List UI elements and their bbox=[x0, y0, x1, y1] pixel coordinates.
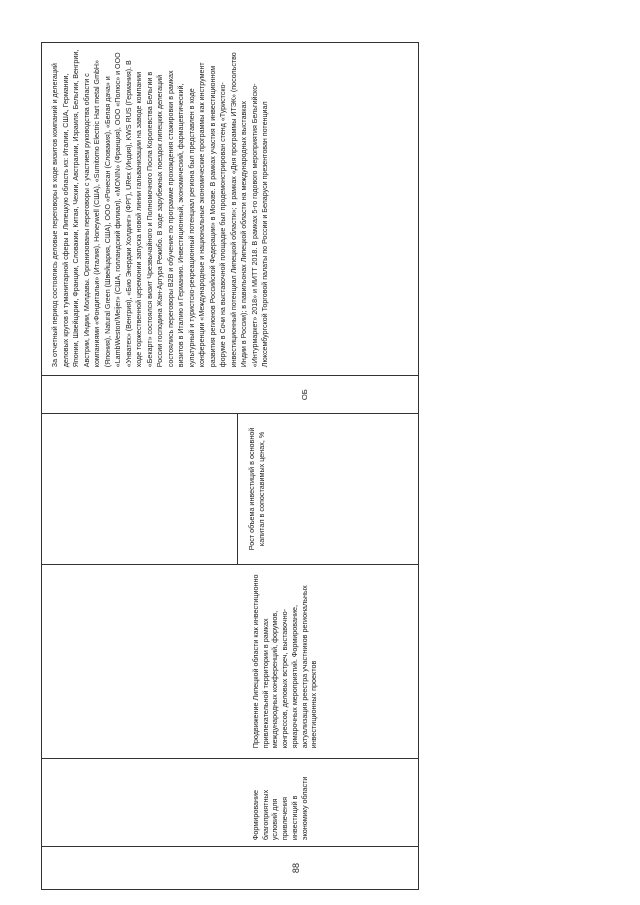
indicator-cell bbox=[42, 413, 418, 564]
row-number: 88 bbox=[291, 863, 301, 874]
report-table bbox=[41, 42, 419, 890]
funding-source-text: ОБ bbox=[300, 389, 309, 401]
funding-source-cell bbox=[42, 375, 418, 413]
measure-text: Продвижение Липецкой области как инвестиционно привлекательной территории в рамках международных конференций, форумов, конгрессов, деловых встреч, выставочно-ярмарочных мероприятий. Формирование, актуализация реестра участников региональных инвестиционных проектов bbox=[251, 574, 319, 749]
indicator-blank-subcell bbox=[42, 414, 238, 564]
task-cell bbox=[42, 758, 418, 846]
indicator-text: Рост объема инвестиций в основной капитал в сопоставимых ценах, % bbox=[247, 427, 266, 551]
report-cell bbox=[42, 43, 418, 375]
task-text: Формирование благоприятных условий для привлечения инвестиций в экономику области bbox=[251, 776, 309, 841]
measure-cell bbox=[42, 564, 418, 759]
report-text: За отчетный период состоялись деловые переговоры в ходе визитов компаний и делегаций деловых кругов и туманитарной сферы в Липецкую область из: Италии, США, Германии, Японии, Швейцарии, Франции, Словакии, Китая, Чехии, Австралии, Израиля, Бельгии, Венгрии, Австрии, Индии, Молдавы. Организованы переговоры с участием руководства области с компаниями «Фондитальи» (Италия), Honeywell (США), «Sumitomo Electric Hart metal GmbH» (Япония), Natural Green (Швейцария, США), ООО «Ронесан (Словакия), «Белая дача» и «LambWeston/Meijer» (США, голландский филиал), «MONIN» (Франция), ООО «Полюс» и ООО «Унватех» (Венгрия), «Био Энерджи Холдинг» (ФРГ), URex (Индия), KWS RUS (Германия). В ходе торжественной церемонии запуска новой линии гальванизации на заводе компании «Бекарт» состоялся визит Чрезвычайного и Полномочного Посла Королевства Бельгии в России господина Жан-Артура Режибо. В ходе зарубежных поездок липецких делегаций состоялись переговоры B2B и обучение по программе прохождения стажировки в рамках визитов в Италию и Германию. Инвестиционный, экономический, фармацевтический, культурный и туристско-рекреационный потенциал региона был представлен в ходе конференции «Международные и национальные экономические программы как инструмент развития регионов Российской Федерации» в Москве. В рамках участия в инвестиционном форуме в Сочи на выставочной площадке был продемонстрирован стенд «Туристско-инвестиционный потенциал Липецкой области»; в рамках «Дня программы ИТЭК» (посольство Индии в России); в павильонах Липецкой области на международных выставках «Интурмаркет» 2018» и МИТТ 2018. В рамках 5-го годового мероприятия Бельгийско-Люксембургской Торговой палаты по России и Беларуси презентован потенциал bbox=[51, 49, 269, 368]
row-number-cell bbox=[42, 846, 418, 889]
